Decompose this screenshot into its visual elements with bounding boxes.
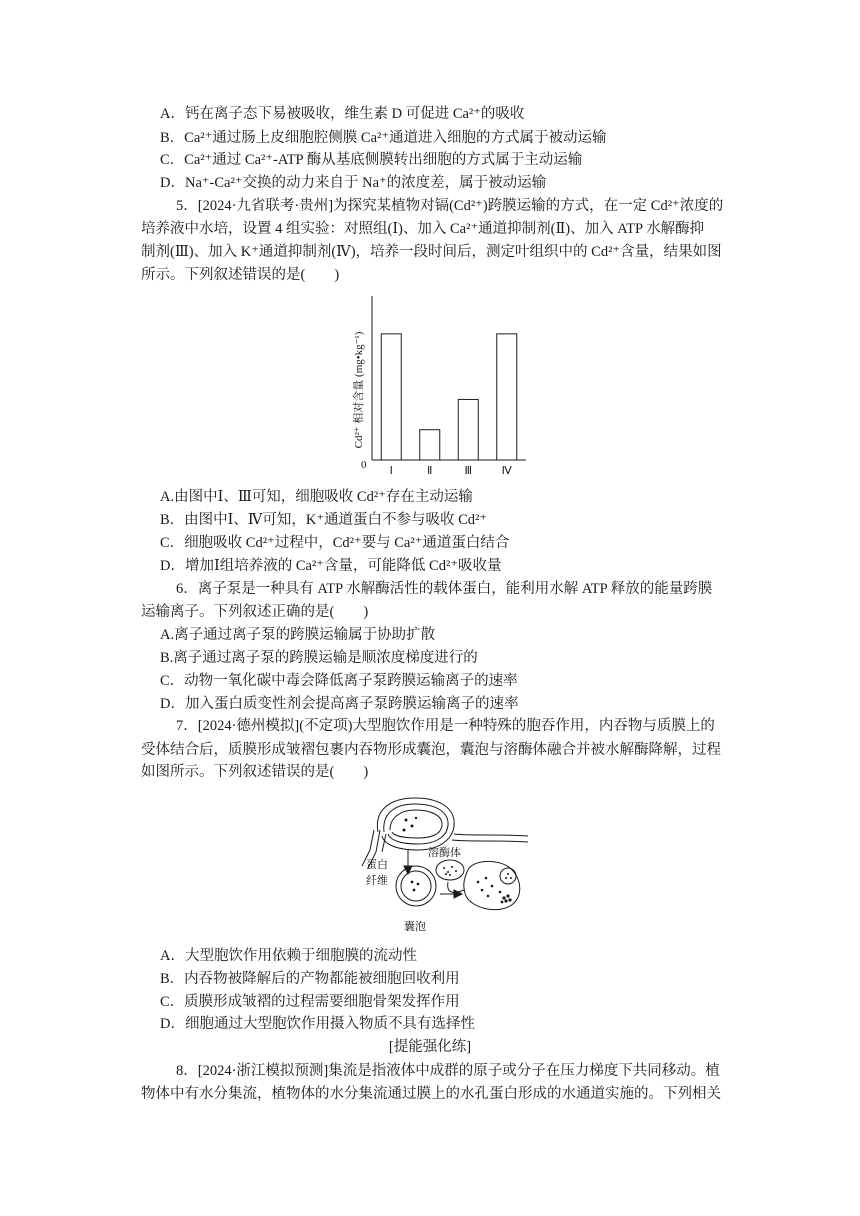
label-protein-fiber-2: 纤维 <box>366 874 388 887</box>
arrow-down-icon <box>404 850 412 874</box>
q6-stem-line-1: 6．离子泵是一种具有 ATP 水解酶活性的载体蛋白，能利用水解 ATP 释放的能量跨膜 <box>176 581 713 597</box>
bar-4 <box>497 334 517 460</box>
q5-stem-line-1: 5．[2024·九省联考·贵州]为探究某植物对镉(Cd²⁺)跨膜运输的方式，在一定 Cd²⁺浓度的 <box>176 198 724 214</box>
q8-stem-line-2: 物体中有水分集流，植物体的水分集流通过膜上的水孔蛋白形成的水通道实施的。下列相关 <box>141 1086 721 1102</box>
q5-option-d: D．增加Ⅰ组培养液的 Ca²⁺含量，可能降低 Cd²⁺吸收量 <box>160 558 502 574</box>
arrow-right-icon <box>440 890 462 898</box>
q4-option-d: D．Na⁺-Ca²⁺交换的动力来自于 Na⁺的浓度差，属于被动运输 <box>160 175 547 191</box>
q7-stem-line-1: 7．[2024·德州模拟](不定项)大型胞饮作用是一种特殊的胞吞作用，内吞物与质膜上的 <box>176 718 715 734</box>
q5-option-a: A.由图中Ⅰ、Ⅲ可知，细胞吸收 Cd²⁺存在主动运输 <box>160 489 473 505</box>
label-vesicle: 囊泡 <box>404 920 426 933</box>
chart-y-origin-label: 0 <box>361 459 367 471</box>
q6-option-b: B.离子通过离子泵的跨膜运输是顺浓度梯度进行的 <box>160 650 478 666</box>
q6-option-d: D．加入蛋白质变性剂会提高离子泵跨膜运输离子的速率 <box>160 696 519 712</box>
label-lysosome: 溶酶体 <box>428 846 461 859</box>
q6-stem-line-2: 运输离子。下列叙述正确的是( ) <box>141 604 369 620</box>
section-title: [提能强化练] <box>388 1039 472 1055</box>
q4-option-c: C．Ca²⁺通过 Ca²⁺-ATP 酶从基底侧膜转出细胞的方式属于主动运输 <box>160 152 583 168</box>
vesicle <box>396 866 436 906</box>
q7-stem-line-2: 受体结合后，质膜形成皱褶包裹内吞物形成囊泡，囊泡与溶酶体融合并被水解酶降解，过程 <box>141 742 721 758</box>
q7-option-a: A．大型胞饮作用依赖于细胞膜的流动性 <box>160 948 417 964</box>
q7-option-d: D．细胞通过大型胞饮作用摄入物质不具有选择性 <box>160 1016 475 1032</box>
x-tick-label-3: Ⅲ <box>464 465 473 475</box>
x-tick-label-2: Ⅱ <box>427 465 433 475</box>
q4-option-a: A．钙在离子态下易被吸收，维生素 D 可促进 Ca²⁺的吸收 <box>160 106 525 122</box>
q5-stem-line-4: 所示。下列叙述错误的是( ) <box>141 267 340 283</box>
bar-1 <box>381 334 401 460</box>
macropinocytosis-diagram <box>360 790 530 940</box>
x-tick-label-4: Ⅳ <box>501 465 512 475</box>
cargo-particles <box>403 817 418 832</box>
q8-stem-line-1: 8．[2024·浙江模拟预测]集流是指液体中成群的原子或分子在压力梯度下共同移动。植 <box>176 1063 720 1079</box>
q6-option-c: C．动物一氧化碳中毒会降低离子泵跨膜运输离子的速率 <box>160 673 518 689</box>
q5-stem-line-3: 制剂(Ⅲ)、加入 K⁺通道抑制剂(Ⅳ)，培养一段时间后，测定叶组织中的 Cd²⁺含量，结果如图 <box>141 244 722 260</box>
q4-option-b: B．Ca²⁺通过肠上皮细胞腔侧膜 Ca²⁺通道进入细胞的方式属于被动运输 <box>160 130 607 146</box>
q7-option-c: C．质膜形成皱褶的过程需要细胞骨架发挥作用 <box>160 994 460 1010</box>
chart-y-axis-label: Cd²⁺ 相对含量 (mg•kg⁻¹) <box>353 331 365 449</box>
q6-option-a: A.离子通过离子泵的跨膜运输属于协助扩散 <box>160 627 436 643</box>
label-protein-fiber-1: 蛋白 <box>366 858 388 871</box>
q7-option-b: B．内吞物被降解后的产物都能被细胞回收利用 <box>160 971 460 987</box>
q5-option-c: C．细胞吸收 Cd²⁺过程中，Cd²⁺要与 Ca²⁺通道蛋白结合 <box>160 535 510 551</box>
bar-2 <box>420 430 440 460</box>
q5-stem-line-2: 培养液中水培，设置 4 组实验：对照组(Ⅰ)、加入 Ca²⁺通道抑制剂(Ⅱ)、加入 ATP 水解酶抑 <box>141 221 705 237</box>
q5-bar-chart <box>348 290 538 475</box>
bar-3 <box>458 399 478 460</box>
q7-stem-line-3: 如图所示。下列叙述错误的是( ) <box>141 764 369 780</box>
x-tick-label-1: Ⅰ <box>389 465 393 475</box>
q5-option-b: B．由图中Ⅰ、Ⅳ可知，K⁺通道蛋白不参与吸收 Cd²⁺ <box>160 512 488 528</box>
fused-lysosome <box>464 861 520 909</box>
lysosome <box>436 860 464 880</box>
